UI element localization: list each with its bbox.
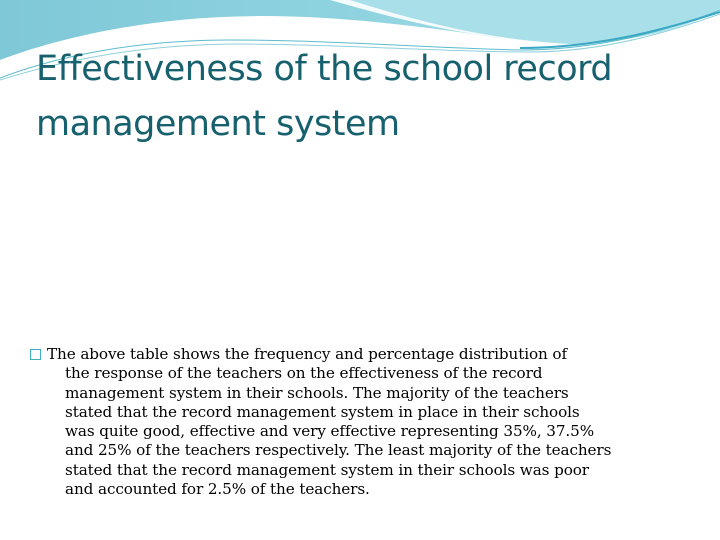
body-line: and accounted for 2.5% of the teachers. (65, 480, 370, 499)
body-line: the response of the teachers on the effectiveness of the record (65, 364, 543, 383)
body-line: stated that the record management system in their schools was poor (65, 460, 589, 479)
body-line: and 25% of the teachers respectively. The least majority of the teachers (65, 441, 612, 460)
body-text (47, 345, 611, 499)
body-line: management system in their schools. The majority of the teachers (65, 383, 569, 402)
body-line: stated that the record management system in place in their schools (65, 402, 580, 421)
square-bullet-icon (30, 349, 41, 360)
slide-title: Effectiveness of the school record management system (36, 49, 613, 144)
body-line: The above table shows the frequency and percentage distribution of (47, 345, 567, 363)
body-line: was quite good, effective and very effective representing 35%, 37.5% (65, 422, 595, 441)
